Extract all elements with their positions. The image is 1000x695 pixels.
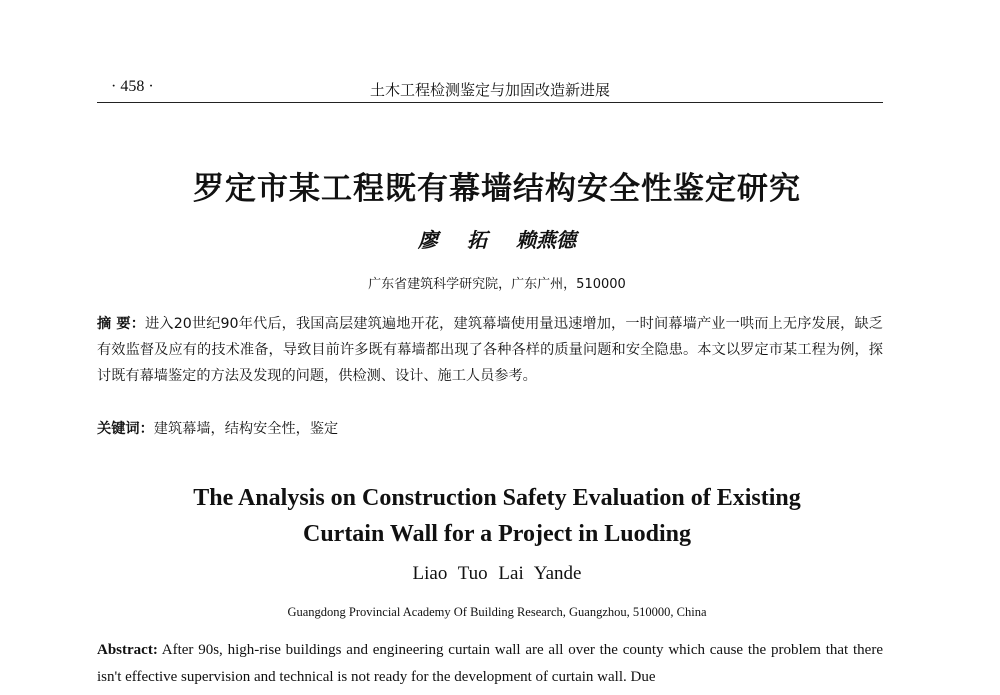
paper-title-chinese: 罗定市某工程既有幕墙结构安全性鉴定研究	[193, 171, 801, 207]
keywords-chinese-label: 关键词：	[97, 421, 154, 437]
abstract-chinese-label: 摘 要：	[97, 316, 146, 332]
affiliation-chinese: 广东省建筑科学研究院，广东广州，510000	[368, 277, 626, 292]
abstract-english-text: After 90s, high-rise buildings and engineering curtain wall are all over the county which cause the problem that there isn't effective supervision and technical is not ready for the development of curtain wall. Due	[97, 642, 883, 685]
running-header	[97, 76, 883, 103]
abstract-chinese-text: 进入20世纪90年代后，我国高层建筑遍地开花，建筑幕墙使用量迅速增加，一时间幕墙产业一哄而上无序发展，缺乏有效监督及应有的技术准备，导致目前许多既有幕墙都出现了各种各样的质量问题和安全隐患。本文以罗定市某工程为例，探讨既有幕墙鉴定的方法及发现的问题，供检测、设计、施工人员参考。	[97, 316, 883, 384]
abstract-english-label: Abstract:	[97, 642, 158, 658]
keywords-chinese-text: 建筑幕墙，结构安全性，鉴定	[153, 421, 339, 437]
book-title: 土木工程检测鉴定与加固改造新进展	[369, 81, 610, 99]
authors-english: Liao Tuo Lai Yande	[412, 563, 582, 584]
abstract-chinese	[97, 311, 883, 389]
keywords-chinese	[97, 418, 883, 438]
abstract-english	[97, 637, 883, 691]
paper-title-english-line2: Curtain Wall for a Project in Luoding	[302, 521, 692, 547]
page-number: · 458 ·	[111, 78, 154, 95]
paper-title-english	[97, 480, 897, 552]
paper-title-english-line1: The Analysis on Construction Safety Evaluation of Existing	[193, 485, 801, 511]
authors-chinese: 廖 拓 赖燕德	[418, 228, 576, 252]
affiliation-english: Guangdong Provincial Academy Of Building Research, Guangzhou, 510000, China	[287, 605, 707, 619]
